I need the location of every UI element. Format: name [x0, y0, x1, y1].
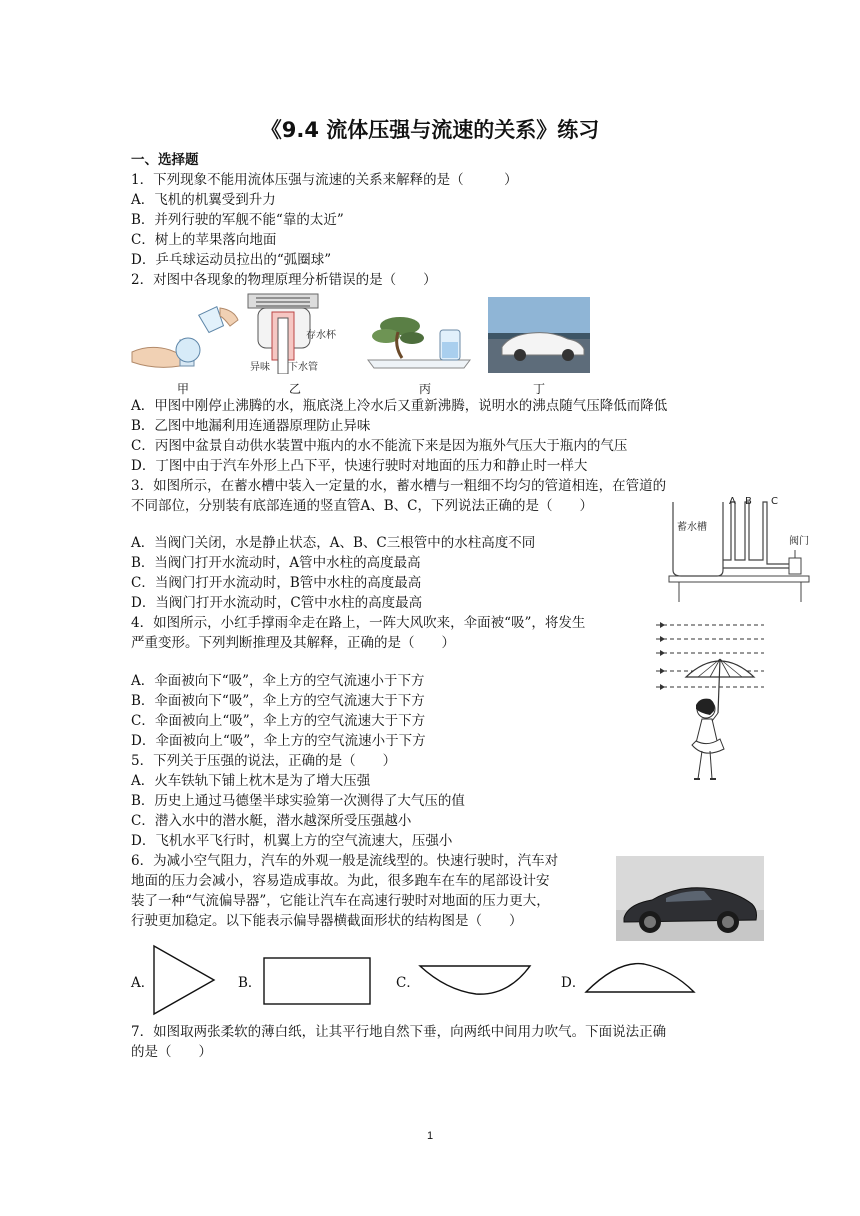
q6-shape-a-triangle: [150, 944, 220, 1018]
q4-stem-line2: 严重变形。下列判断推理及其解释，正确的是（ ）: [131, 635, 455, 651]
q6-stem-line3: 装了一种“气流偏导器”，它能让汽车在高速行驶时对地面的压力更大，: [131, 893, 550, 909]
q3-label-b: B: [745, 496, 752, 507]
q4-option-c: C．伞面被向上“吸”，伞上方的空气流速大于下方: [131, 713, 426, 729]
q3-figure-tank: [665, 490, 815, 605]
q6-shape-c-inverted-airfoil: [418, 960, 534, 1000]
q3-label-tank: 蓄水槽: [677, 522, 707, 533]
q3-label-a: A: [729, 496, 736, 507]
q6-choice-a-label: A．: [131, 975, 155, 991]
q2-option-d: D．丁图中由于汽车外形上凸下平，快速行驶时对地面的压力和静止时一样大: [131, 458, 588, 474]
q2-stem: 2．对图中各现象的物理原理分析错误的是（ ）: [131, 272, 437, 288]
q5-option-b: B．历史上通过马德堡半球实验第一次测得了大气压的值: [131, 793, 465, 809]
q3-stem-line1: 3．如图所示，在蓄水槽中装入一定量的水，蓄水槽与一粗细不均匀的管道相连，在管道的: [131, 478, 667, 494]
q3-option-d: D．当阀门打开水流动时，C管中水柱的高度最高: [131, 595, 423, 611]
page-number: 1: [426, 1130, 434, 1142]
q3-option-c: C．当阀门打开水流动时，B管中水柱的高度最高: [131, 575, 422, 591]
q2-option-c: C．丙图中盆景自动供水装置中瓶内的水不能流下来是因为瓶外气压大于瓶内的气压: [131, 438, 628, 454]
section-heading: 一、选择题: [131, 152, 199, 168]
q3-option-b: B．当阀门打开水流动时，A管中水柱的高度最高: [131, 555, 421, 571]
q4-figure-umbrella: [650, 615, 770, 785]
q2-figure-ding: [488, 297, 590, 373]
q5-option-a: A．火车铁轨下铺上枕木是为了增大压强: [131, 773, 371, 789]
q2-caption-bing: 丙: [419, 382, 432, 396]
q6-choice-b-label: B．: [238, 975, 262, 991]
q2-figure-jia: [130, 300, 240, 375]
q2-label-cup: 存水杯: [306, 330, 336, 341]
q6-shape-d-airfoil: [582, 960, 698, 996]
q4-stem-line1: 4．如图所示，小红手撑雨伞走在路上，一阵大风吹来，伞面被“吸”，将发生: [131, 615, 586, 631]
q2-caption-yi: 乙: [289, 382, 302, 396]
q5-option-c: C．潜入水中的潜水艇，潜水越深所受压强越小: [131, 813, 412, 829]
q1-option-a: A．飞机的机翼受到升力: [131, 192, 276, 208]
q5-stem: 5．下列关于压强的说法，正确的是（ ）: [131, 753, 397, 769]
q2-label-smell: 异味: [250, 362, 270, 373]
q2-caption-ding: 丁: [533, 382, 546, 396]
q4-option-a: A．伞面被向下“吸”，伞上方的空气流速小于下方: [131, 673, 425, 689]
q1-option-b: B．并列行驶的军舰不能“靠的太近”: [131, 212, 344, 228]
q1-option-c: C．树上的苹果落向地面: [131, 232, 277, 248]
q2-caption-jia: 甲: [177, 382, 190, 396]
q5-option-d: D．飞机水平飞行时，机翼上方的空气流速大，压强小: [131, 833, 453, 849]
q3-label-c: C: [771, 496, 778, 507]
q3-stem-line2: 不同部位，分别装有底部连通的竖直管A、B、C，下列说法正确的是（ ）: [131, 498, 593, 514]
q6-stem-line1: 6．为减小空气阻力，汽车的外观一般是流线型的。快速行驶时，汽车对: [131, 853, 559, 869]
q3-option-a: A．当阀门关闭，水是静止状态，A、B、C三根管中的水柱高度不同: [131, 535, 536, 551]
q4-option-d: D．伞面被向上“吸”，伞上方的空气流速小于下方: [131, 733, 426, 749]
q1-option-d: D．乒乓球运动员拉出的“弧圈球”: [131, 252, 332, 268]
q2-option-b: B．乙图中地漏利用连通器原理防止异味: [131, 418, 371, 434]
q2-option-a: A．甲图中刚停止沸腾的水，瓶底浇上冷水后又重新沸腾，说明水的沸点随气压降低而降低: [131, 398, 668, 414]
q6-stem-line2: 地面的压力会减小，容易造成事故。为此，很多跑车在车的尾部设计安: [131, 873, 550, 889]
q7-stem-line1: 7．如图取两张柔软的薄白纸，让其平行地自然下垂，向两纸中间用力吹气。下面说法正确: [131, 1024, 667, 1040]
q6-figure-sportscar: [616, 856, 764, 941]
q7-stem-line2: 的是（ ）: [131, 1044, 212, 1060]
q6-choice-c-label: C．: [396, 975, 420, 991]
q1-stem: 1．下列现象不能用流体压强与流速的关系来解释的是（ ）: [131, 172, 518, 188]
page-title: 《9.4 流体压强与流速的关系》练习: [260, 118, 600, 142]
q6-shape-b-rectangle: [262, 956, 374, 1008]
q3-label-valve: 阀门: [789, 536, 809, 547]
q2-label-pipe: 下水管: [288, 362, 318, 373]
q4-option-b: B．伞面被向下“吸”，伞上方的空气流速大于下方: [131, 693, 425, 709]
q6-stem-line4: 行驶更加稳定。以下能表示偏导器横截面形状的结构图是（ ）: [131, 913, 523, 929]
q2-figure-bing: [364, 312, 476, 372]
q6-choice-d-label: D．: [561, 975, 586, 991]
